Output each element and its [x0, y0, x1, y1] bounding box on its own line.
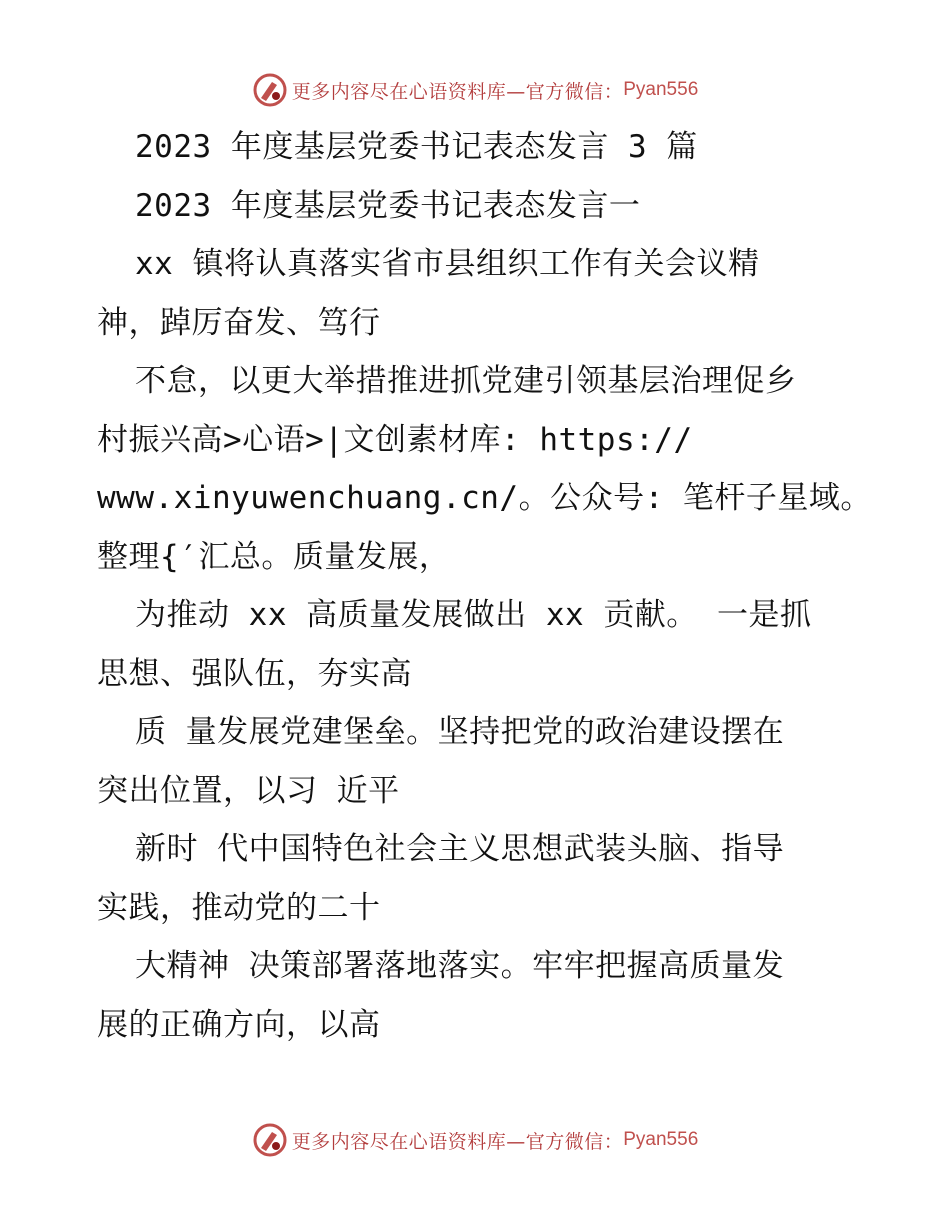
document-body	[97, 118, 872, 1054]
paragraph-line: 实践，推动党的二十	[97, 889, 381, 926]
paragraph-line: 神，踔厉奋发、笃行	[97, 304, 381, 341]
header-banner	[0, 70, 950, 110]
footer-banner	[0, 1120, 950, 1160]
banner-wechat-id: Pyan556	[623, 79, 699, 100]
banner-text: 更多内容尽在心语资料库—官方微信：	[291, 1130, 624, 1153]
paragraph-line: 为推动 xx 高质量发展做出 xx 贡献。 一是抓	[135, 597, 812, 633]
document-title: 2023 年度基层党委书记表态发言 3 篇	[135, 129, 698, 165]
paragraph-line: 村振兴高>心语>|文创素材库: https://	[97, 421, 693, 458]
paragraph-line: 展的正确方向，以高	[97, 1006, 381, 1043]
paragraph-line: xx 镇将认真落实省市县组织工作有关会议精	[135, 246, 760, 282]
paragraph-line: 大精神 决策部署落地落实。牢牢把握高质量发	[135, 948, 785, 984]
paragraph-line: 整理{′汇总。质量发展，	[97, 538, 451, 575]
section-heading: 2023 年度基层党委书记表态发言一	[135, 187, 641, 224]
paragraph-line: 质 量发展党建堡垒。坚持把党的政治建设摆在	[135, 714, 785, 750]
paragraph-line: 不怠，以更大举措推进抓党建引领基层治理促乡	[135, 363, 797, 399]
banner-text: 更多内容尽在心语资料库—官方微信：	[291, 80, 624, 103]
banner-wechat-id: Pyan556	[623, 1129, 699, 1150]
brand-logo-icon	[252, 72, 288, 108]
paragraph-line: 思想、强队伍，夯实高	[97, 655, 412, 692]
paragraph-line: 新时 代中国特色社会主义思想武装头脑、指导	[135, 831, 785, 867]
paragraph-line: www.xinyuwenchuang.cn/。公众号: 笔杆子星域。	[97, 480, 872, 516]
brand-logo-icon	[252, 1122, 288, 1158]
paragraph-line: 突出位置，以习 近平	[97, 772, 400, 809]
